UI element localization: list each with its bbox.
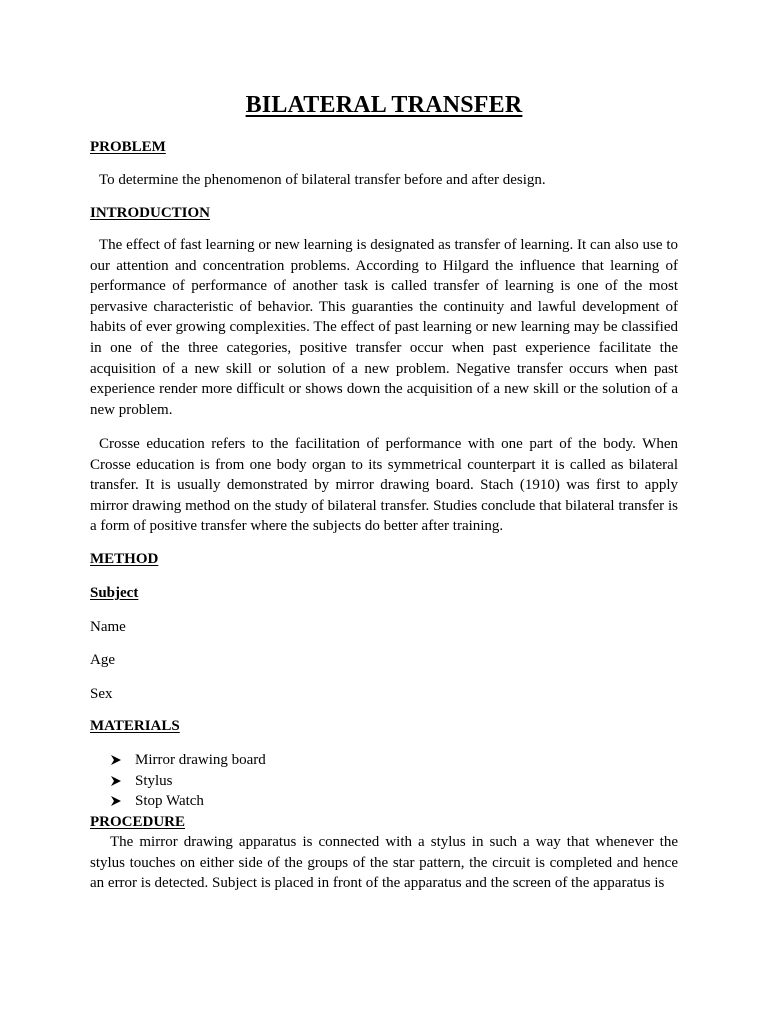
materials-list-item: [110, 771, 266, 792]
material-label: Stylus: [135, 772, 173, 789]
arrowhead-bullet-icon: [110, 754, 122, 766]
materials-list-item: [110, 750, 266, 771]
materials-list: [110, 750, 266, 812]
subject-heading: Subject: [90, 585, 139, 601]
subject-field-age: Age: [90, 652, 115, 668]
materials-heading: MATERIALS: [90, 718, 180, 734]
materials-list-item: [110, 791, 266, 812]
introduction-paragraph-1: The effect of fast learning or new learning is designated as transfer of learning. It can also use to our attention and concentration problems. According to Hilgard the influence that learning of performance of performance of another task is called transfer of learning is one of the most pervasive characteristic of behavior. This guaranties the continuity and lawful development of habits of ever growing complexities. The effect of past learning or new learning may be classified in one of the three categories, positive transfer occur when past experience facilitate the acquisition of a new skill or solution of a new problem. Negative transfer occurs when past experience render more difficult or shows down the acquisition of a new skill or the solution of a new problem.: [90, 237, 678, 418]
subject-field-sex: Sex: [90, 686, 113, 702]
procedure-heading: PROCEDURE: [90, 814, 186, 830]
problem-text: To determine the phenomenon of bilateral transfer before and after design.: [99, 172, 546, 188]
arrowhead-bullet-icon: [110, 775, 122, 787]
material-label: Mirror drawing board: [135, 752, 266, 768]
problem-heading: PROBLEM: [90, 139, 166, 155]
document-title: BILATERAL TRANSFER: [245, 92, 523, 118]
procedure-text: The mirror drawing apparatus is connected with a stylus in such a way that whenever the stylus touches on either side of the groups of the star pattern, the circuit is completed and hence an error is detected. Subject is placed in front of the apparatus and the screen of the apparatus is: [90, 834, 678, 892]
method-heading: METHOD: [90, 551, 159, 567]
subject-field-name: Name: [90, 619, 126, 635]
introduction-paragraph-2: Crosse education refers to the facilitation of performance with one part of the body. When Crosse education is from one body organ to its symmetrical counterpart it is called as bilateral transfer. It is usually demonstrated by mirror drawing board. Stach (1910) was first to apply mirror drawing method on the study of bilateral transfer. Studies conclude that bilateral transfer is a form of positive transfer where the subjects do better after training.: [90, 436, 678, 535]
introduction-heading: INTRODUCTION: [90, 205, 211, 221]
material-label: Stop Watch: [135, 793, 204, 809]
arrowhead-bullet-icon: [110, 795, 122, 807]
